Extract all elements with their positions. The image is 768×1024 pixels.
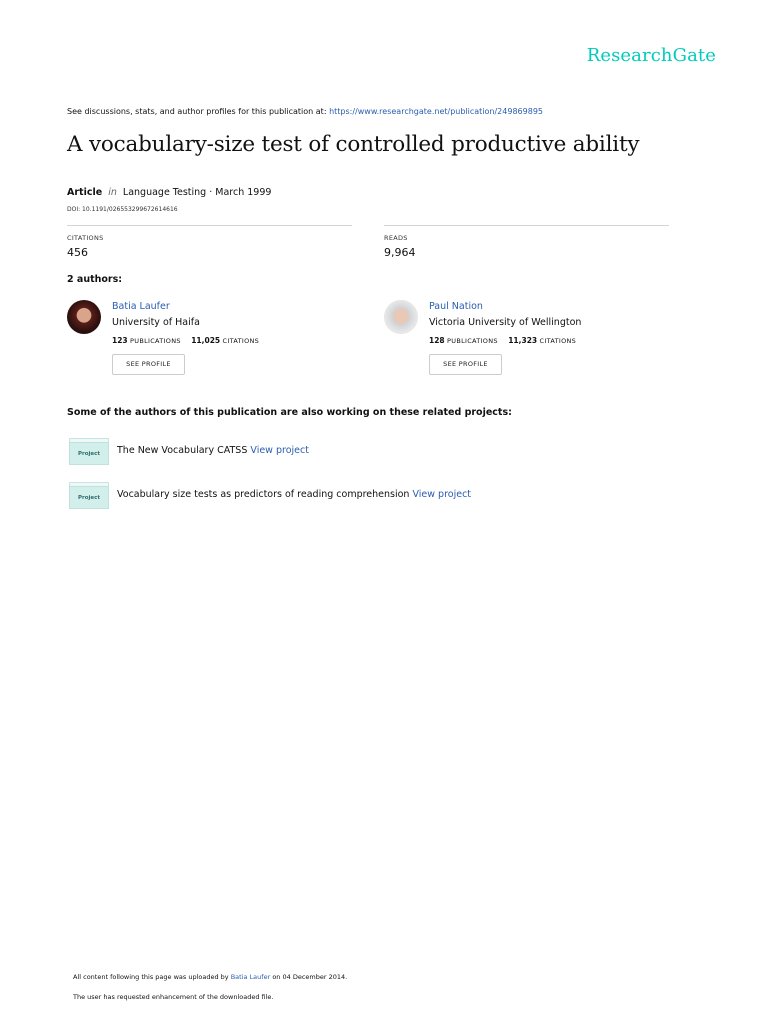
avatar[interactable] bbox=[384, 300, 418, 334]
see-profile-button[interactable]: SEE PROFILE bbox=[429, 354, 502, 375]
project-icon-label: Project bbox=[69, 486, 109, 509]
project-name: Vocabulary size tests as predictors of reading comprehension bbox=[117, 489, 410, 500]
reads-count: 9,964 bbox=[384, 246, 416, 259]
related-projects-heading: Some of the authors of this publication are also working on these related projects: bbox=[67, 407, 512, 418]
doi: DOI: 10.1191/026553299672614616 bbox=[67, 206, 178, 213]
publications-label: PUBLICATIONS bbox=[130, 337, 181, 345]
publication-url-link[interactable]: https://www.researchgate.net/publication/249869895 bbox=[329, 107, 543, 116]
upload-suffix: on 04 December 2014. bbox=[270, 973, 348, 981]
journal-info: Language Testing · March 1999 bbox=[122, 187, 272, 198]
upload-note bbox=[73, 973, 347, 981]
upload-prefix: All content following this page was uploaded by bbox=[73, 973, 231, 981]
project-folder-icon bbox=[69, 482, 109, 509]
see-profile-button[interactable]: SEE PROFILE bbox=[112, 354, 185, 375]
author-stats bbox=[112, 336, 267, 345]
author-name-link[interactable]: Paul Nation bbox=[429, 301, 483, 312]
researchgate-logo[interactable]: ResearchGate bbox=[586, 45, 716, 66]
discussion-text: See discussions, stats, and author profiles for this publication at: bbox=[67, 107, 330, 116]
publication-count: 123 bbox=[112, 336, 128, 345]
avatar[interactable] bbox=[67, 300, 101, 334]
project-text bbox=[117, 445, 309, 456]
author-name-link[interactable]: Batia Laufer bbox=[112, 301, 170, 312]
in-label: in bbox=[108, 187, 117, 198]
reads-label: READS bbox=[384, 234, 408, 242]
author-citation-count: 11,323 bbox=[508, 336, 538, 345]
divider-reads bbox=[384, 225, 669, 226]
author-citation-count: 11,025 bbox=[191, 336, 221, 345]
citations-count: 456 bbox=[67, 246, 88, 259]
publication-count: 128 bbox=[429, 336, 445, 345]
author-affiliation: University of Haifa bbox=[112, 317, 200, 328]
project-text bbox=[117, 489, 471, 500]
author-citations-label: CITATIONS bbox=[539, 337, 577, 345]
project-icon-label: Project bbox=[69, 442, 109, 465]
publications-label: PUBLICATIONS bbox=[447, 337, 498, 345]
uploader-link[interactable]: Batia Laufer bbox=[230, 973, 271, 981]
author-affiliation: Victoria University of Wellington bbox=[429, 317, 582, 328]
citations-label: CITATIONS bbox=[67, 234, 104, 242]
divider-citations bbox=[67, 225, 352, 226]
project-folder-icon bbox=[69, 438, 109, 465]
view-project-link[interactable]: View project bbox=[412, 489, 472, 500]
publication-meta bbox=[67, 187, 271, 198]
enhancement-note: The user has requested enhancement of the downloaded file. bbox=[73, 993, 274, 1001]
author-citations-label: CITATIONS bbox=[222, 337, 260, 345]
view-project-link[interactable]: View project bbox=[250, 445, 309, 456]
discussion-line bbox=[67, 107, 543, 116]
authors-heading: 2 authors: bbox=[67, 274, 123, 285]
publication-type: Article bbox=[67, 187, 103, 198]
author-stats bbox=[429, 336, 584, 345]
publication-title: A vocabulary-size test of controlled productive ability bbox=[67, 132, 640, 157]
project-name: The New Vocabulary CATSS bbox=[117, 445, 248, 456]
